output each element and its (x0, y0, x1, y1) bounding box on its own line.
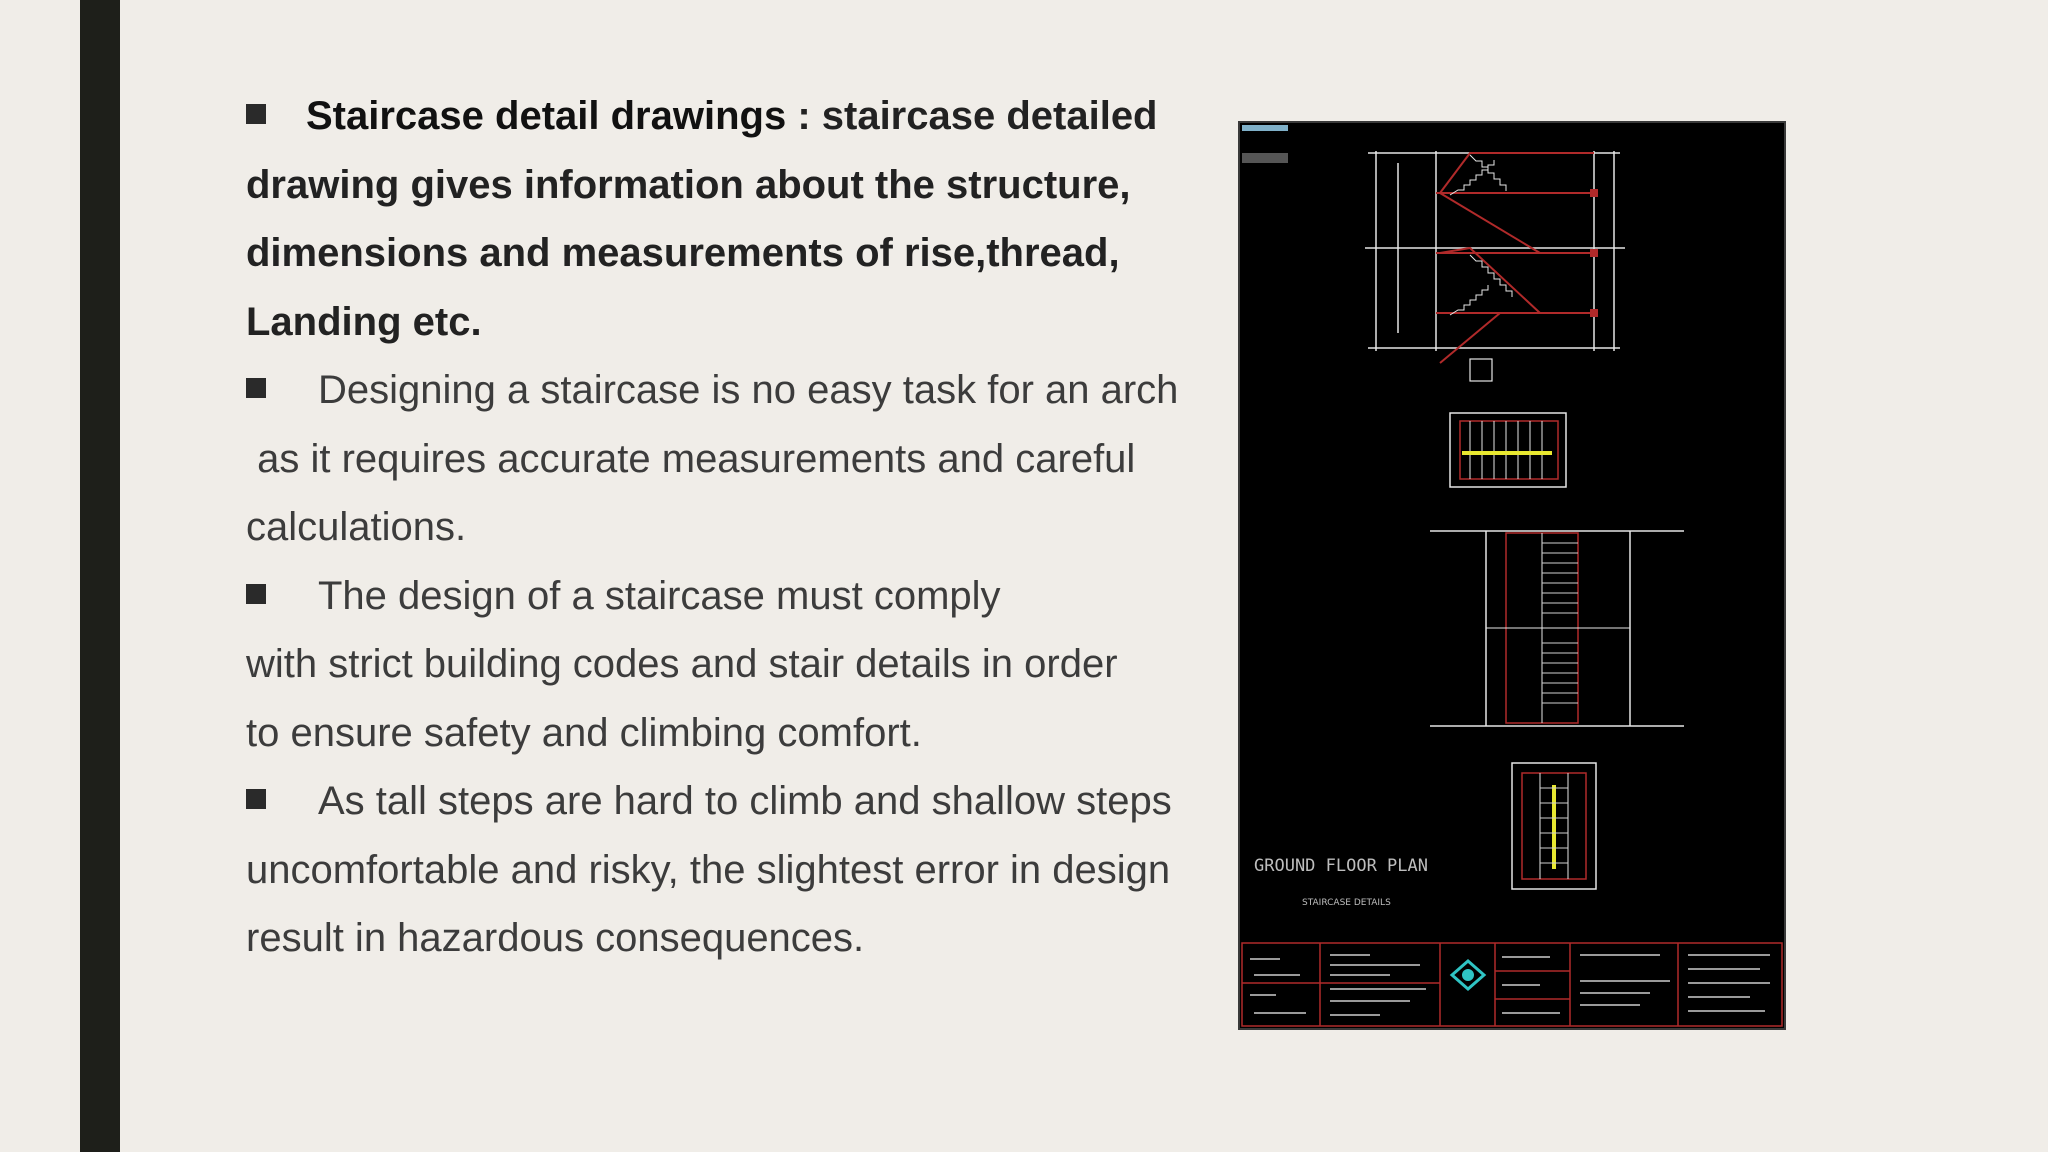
stair-plan-3 (1512, 763, 1596, 889)
stair-base-box (1470, 359, 1492, 381)
stair-plan-1 (1450, 413, 1566, 487)
square-bullet-icon (246, 378, 266, 398)
square-bullet-icon (246, 104, 266, 124)
bullet-2-line-1 (246, 356, 1236, 425)
cad-tab-mark (1242, 153, 1288, 163)
square-bullet-icon (246, 789, 266, 809)
stair-section-elevation (1365, 151, 1625, 351)
stair-plan-2 (1430, 531, 1684, 726)
slide-body-text (246, 82, 1236, 973)
bullet-1-text: : staircase detailed (786, 94, 1158, 138)
compass-logo-icon (1452, 961, 1484, 989)
drawing-title-label: GROUND FLOOR PLAN (1254, 856, 1428, 876)
bullet-3-line-1 (246, 562, 1236, 631)
stair-treads (1450, 155, 1512, 315)
title-block-text-lines (1250, 955, 1770, 1015)
bullet-4-text: As tall steps are hard to climb and shallow steps (318, 779, 1172, 823)
bullet-1-line-2: drawing gives information about the structure, (246, 162, 1131, 207)
stair-flights (1436, 153, 1594, 363)
bullet-2-line-3: calculations. (246, 505, 467, 549)
bullet-1-line-1 (246, 82, 1236, 151)
bullet-2-text: Designing a staircase is no easy task for an arch (318, 368, 1179, 412)
bullet-3-line-2: with strict building codes and stair details in order (246, 642, 1118, 686)
bullet-4-line-1 (246, 767, 1236, 836)
bullet-3-line-3: to ensure safety and climbing comfort. (246, 710, 922, 755)
bullet-1-line-3: dimensions and measurements of rise,thread, (246, 231, 1120, 275)
cad-tab-mark (1242, 125, 1288, 131)
bullet-1-line-4: Landing etc. (246, 299, 482, 344)
cad-drawing-svg (1240, 123, 1784, 1028)
staircase-cad-drawing (1238, 121, 1786, 1030)
drawing-subtitle-label: STAIRCASE DETAILS (1302, 898, 1391, 908)
left-accent-bar (80, 0, 120, 1152)
bullet-2-line-2: as it requires accurate measurements and careful (246, 436, 1136, 481)
bullet-4-line-3: result in hazardous consequences. (246, 916, 865, 960)
bullet-4-line-2: uncomfortable and risky, the slightest error in design (246, 847, 1171, 892)
bullet-3-text: The design of a staircase must comply (318, 573, 1001, 618)
stair-plan-2-treads (1542, 543, 1578, 703)
square-bullet-icon (246, 584, 266, 604)
bullet-1-title: Staircase detail drawings (306, 94, 787, 138)
